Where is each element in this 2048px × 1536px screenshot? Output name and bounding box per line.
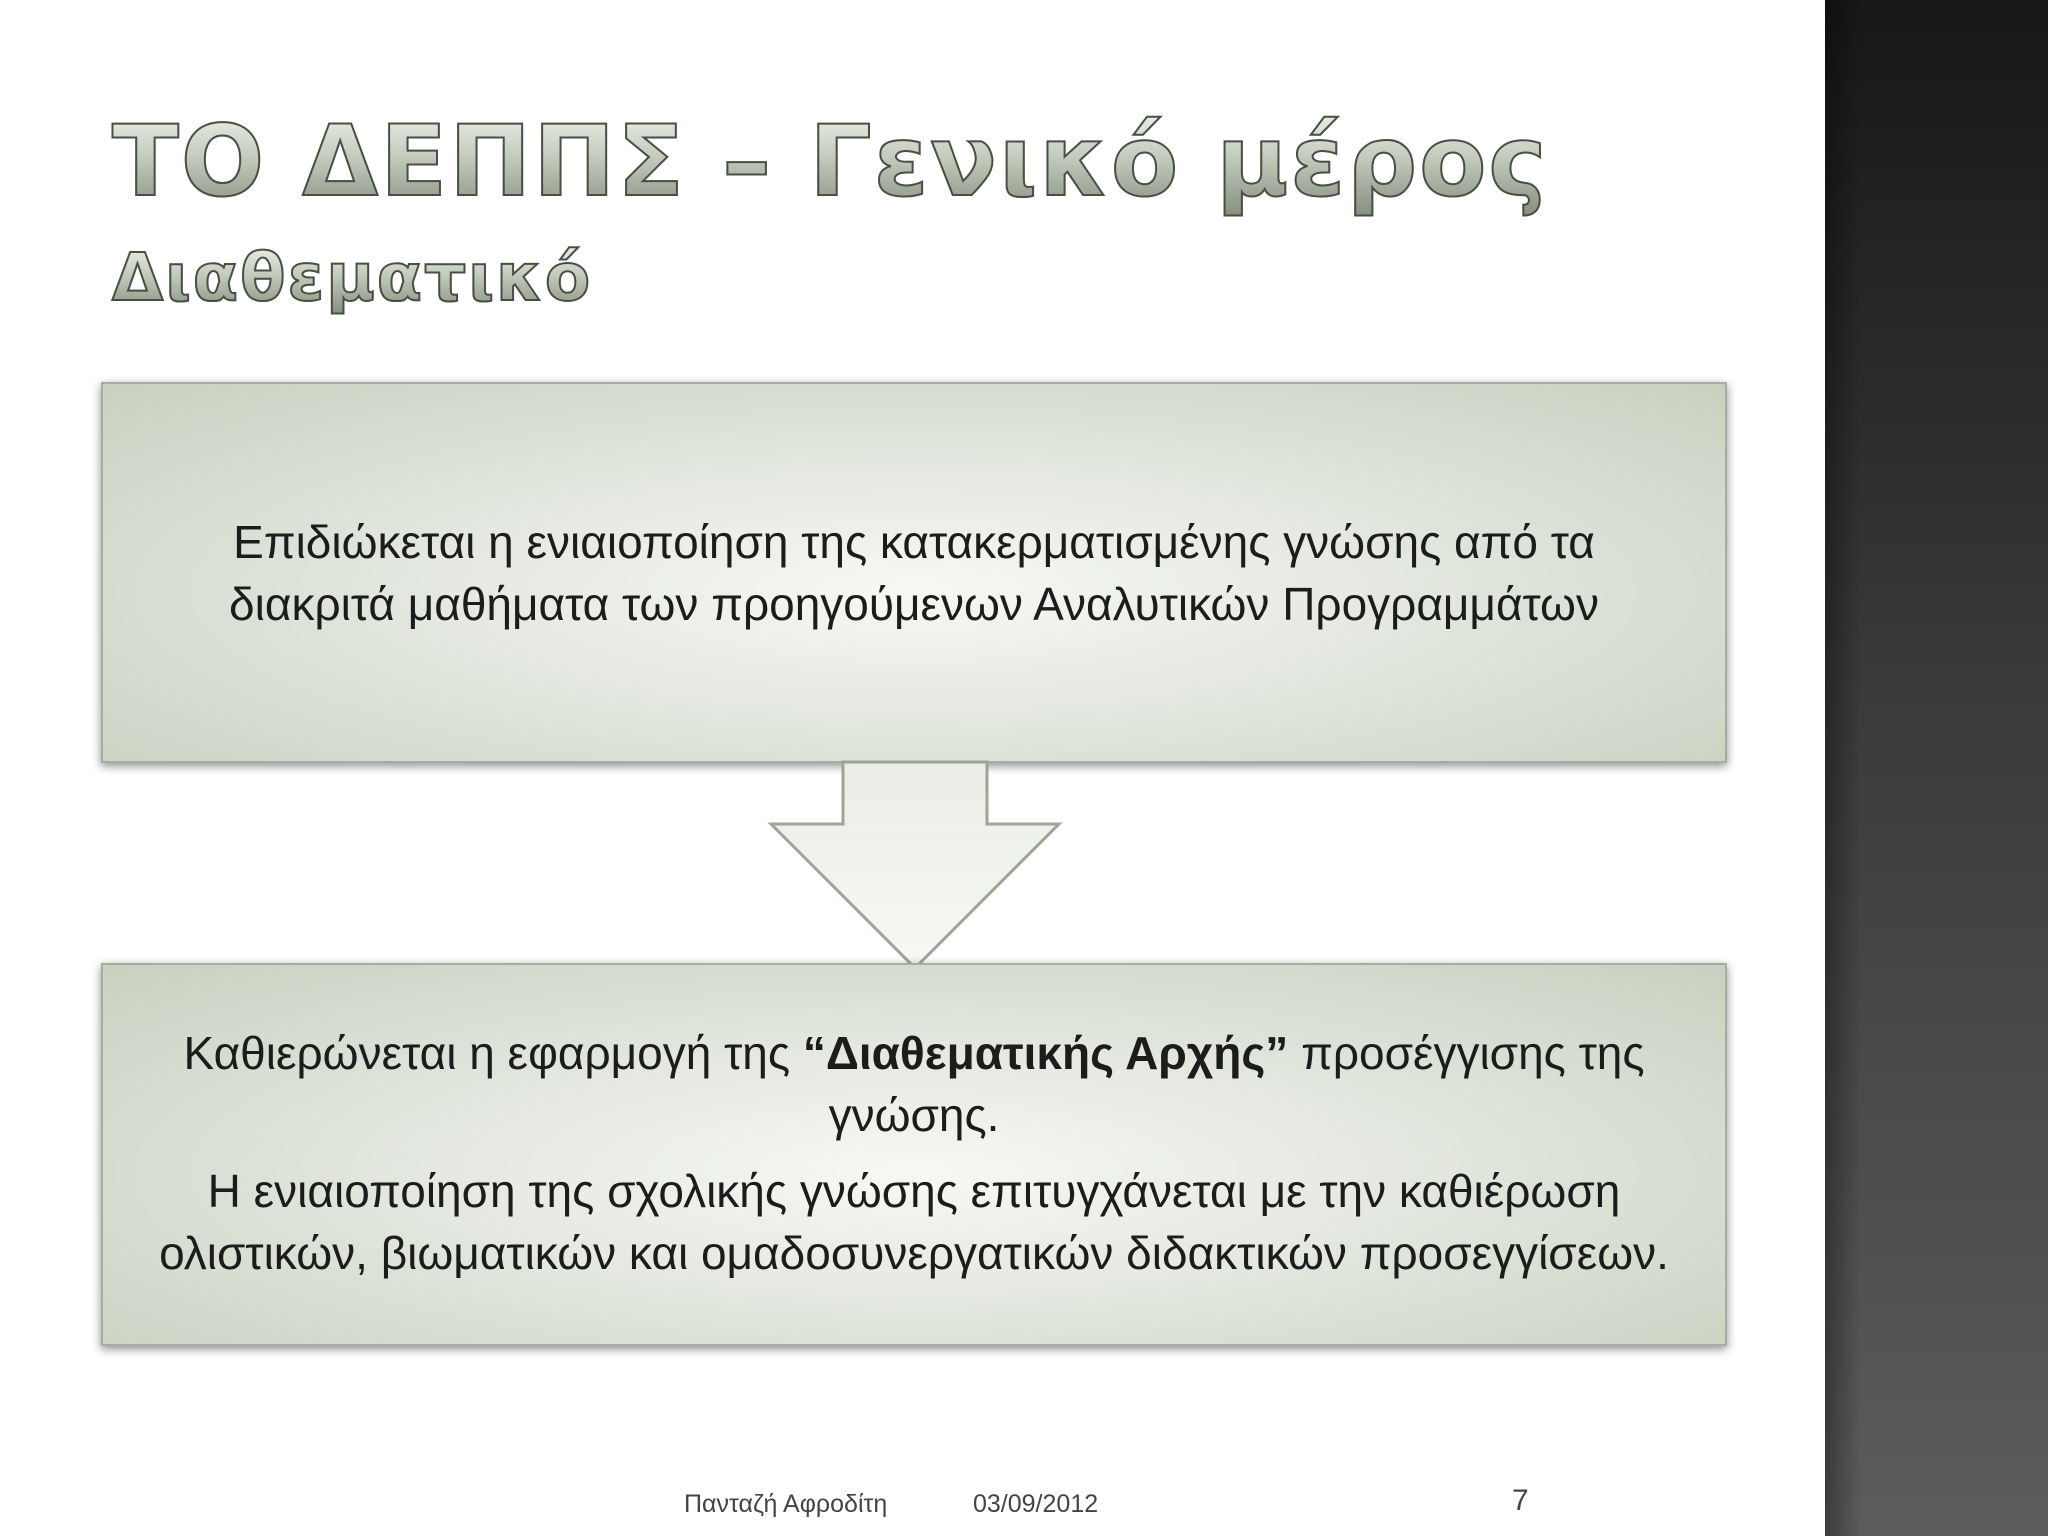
p1-bold-term: “Διαθεματικής Αρχής” xyxy=(802,1026,1289,1079)
bottom-box xyxy=(101,963,1727,1346)
p1-text-before: Καθιερώνεται η εφαρμογή της xyxy=(183,1026,803,1079)
footer-author: Πανταζή Αφροδίτη xyxy=(684,1490,888,1518)
p1-text-after: προσέγγισης της γνώσης. xyxy=(828,1026,1645,1141)
top-box xyxy=(101,382,1727,763)
slide-number: 7 xyxy=(1512,1484,1529,1517)
slide-title: ΤΟ ΔΕΠΠΣ – Γενικό μέρος xyxy=(112,102,1549,222)
bottom-box-paragraph-2: Η ενιαιοποίηση της σχολικής γνώσης επιτυγχάνεται με την καθιέρωση ολιστικών, βιωματικών και ομαδοσυνεργατικών διδακτικών προσεγγίσεων. xyxy=(159,1164,1669,1279)
footer-date: 03/09/2012 xyxy=(973,1490,1099,1518)
top-box-line-2: διακριτά μαθήματα των προηγούμενων Αναλυτικών Προγραμμάτων xyxy=(229,577,1599,630)
side-panel xyxy=(1825,0,2048,1536)
top-box-line-1: Επιδιώκεται η ενιαιοποίηση της κατακερματισμένης γνώσης από τα xyxy=(233,515,1595,568)
bottom-box-paragraph-1 xyxy=(143,1022,1685,1146)
slide-subtitle: Διαθεματικό xyxy=(112,239,593,316)
down-arrow-icon xyxy=(763,760,1063,970)
